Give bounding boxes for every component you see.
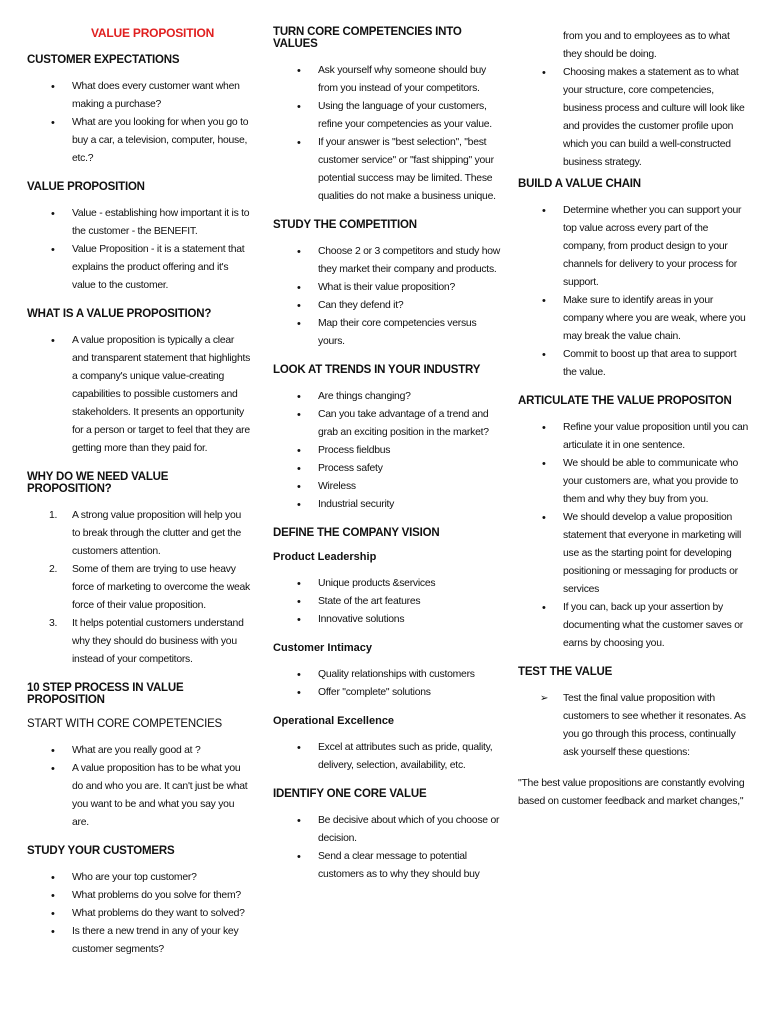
heading-value-proposition: VALUE PROPOSITION [27,181,145,193]
list-why-need [27,507,251,669]
heading-operational-excellence: Operational Excellence [273,715,395,727]
list-item: • Process safety [273,460,501,478]
list-item: • Are things changing? [273,388,501,406]
list-item: • Wireless [273,478,501,496]
list-item: • Commit to boost up that area to support the value. [518,346,750,382]
list-item: • Send a clear message to potential customers as to why they should buy [273,848,501,884]
list-item: • Industrial security [273,496,501,514]
heading-customer-expectations: CUSTOMER EXPECTATIONS [27,54,180,66]
heading-product-leadership: Product Leadership [273,551,377,563]
list-item: • We should develop a value proposition statement that everyone in marketing will use as the starting point for developing positioning or messaging for products or services [518,509,750,599]
list-item: • Using the language of your customers, refine your competencies as your value. [273,98,501,134]
heading-turn-core: TURN CORE COMPETENCIES INTO VALUES [273,26,462,50]
list-articulate [518,419,750,653]
list-item: • Map their core competencies versus yours. [273,315,501,351]
list-study-customers [27,869,251,959]
heading-core-value: IDENTIFY ONE CORE VALUE [273,788,427,800]
heading-test-value: TEST THE VALUE [518,666,613,678]
list-item: • Refine your value proposition until you can articulate it in one sentence. [518,419,750,455]
document-title: VALUE PROPOSITION [91,26,215,40]
list-item: • Can you take advantage of a trend and grab an exciting position in the market? [273,406,501,442]
list-item: • Is there a new trend in any of your key customer segments? [27,923,251,959]
list-item: • What does every customer want when making a purchase? [27,78,251,114]
list-item: • A value proposition is typically a clear and transparent statement that highlights a company's unique value-creating capabilities to possible customers and stakeholders. It presents an opportunity for a person or target to feel that they are getting more than they paid for. [27,332,251,458]
list-item: • Choosing makes a statement as to what your structure, core competencies, business process and culture will look like and provides the customer profile upon which you can build a well-constructed business strategy. [518,64,750,172]
list-item: • Make sure to identify areas in your company where you are weak, where you may break the value chain. [518,292,750,346]
heading-value-chain: BUILD A VALUE CHAIN [518,178,641,190]
list-item: • Offer "complete" solutions [273,684,501,702]
heading-study-competition: STUDY THE COMPETITION [273,219,417,231]
list-item: • Can they defend it? [273,297,501,315]
list-core-value [273,812,501,884]
heading-study-customers: STUDY YOUR CUSTOMERS [27,845,175,857]
list-core-competencies [27,742,251,832]
list-item: • Ask yourself why someone should buy from you instead of your competitors. [273,62,501,98]
list-item: • We should be able to communicate who your customers are, what you provide to them and why they buy from you. [518,455,750,509]
column-1 [27,26,251,972]
list-item: • If you can, back up your assertion by documenting what the customer saves or earns by choosing you. [518,599,750,653]
list-item: • What problems do they want to solved? [27,905,251,923]
list-turn-core [273,62,501,206]
heading-company-vision: DEFINE THE COMPANY VISION [273,527,440,539]
list-item: • A value proposition has to be what you do and who you are. It can't just be what you want to be and what you say you are. [27,760,251,832]
column-2 [273,26,501,897]
heading-trends: LOOK AT TRENDS IN YOUR INDUSTRY [273,364,481,376]
list-item: • Excel at attributes such as pride, quality, delivery, selection, availability, etc. [273,739,501,775]
list-value-proposition [27,205,251,295]
list-item: • What is their value proposition? [273,279,501,297]
list-trends [273,388,501,514]
heading-customer-intimacy: Customer Intimacy [273,642,373,654]
list-item: • Process fieldbus [273,442,501,460]
list-item: • Choose 2 or 3 competitors and study how they market their company and products. [273,243,501,279]
heading-articulate: ARTICULATE THE VALUE PROPOSITON [518,395,732,407]
heading-ten-step: 10 STEP PROCESS IN VALUE PROPOSITION [27,682,184,706]
heading-what-is: WHAT IS A VALUE PROPOSITION? [27,308,212,320]
list-item: • State of the art features [273,593,501,611]
list-item: • Unique products &services [273,575,501,593]
list-item: • Determine whether you can support your top value across every part of the company, from product design to your channels for delivery to your process for support. [518,202,750,292]
list-product-leadership [273,575,501,629]
list-what-is [27,332,251,458]
list-core-value-continued [518,28,750,172]
list-item: • Value Proposition - it is a statement that explains the product offering and it's value to the customer. [27,241,251,295]
list-item-continued: from you and to employees as to what they should be doing. [563,31,730,60]
list-customer-expectations [27,78,251,168]
list-item: ➢ Test the final value proposition with customers to see whether it resonates. As you go through this process, continually ask yourself these questions: [518,690,750,762]
list-item: Some of them are trying to use heavy force of marketing to overcome the weak force of their value proposition. [72,564,250,611]
list-item: • Value - establishing how important it is to the customer - the BENEFIT. [27,205,251,241]
column-3 [518,28,750,811]
list-operational-excellence [273,739,501,775]
list-value-chain [518,202,750,382]
list-test-value [518,690,750,762]
list-item: • Quality relationships with customers [273,666,501,684]
list-study-competition [273,243,501,351]
list-item: • Who are your top customer? [27,869,251,887]
list-customer-intimacy [273,666,501,702]
list-item: A strong value proposition will help you to break through the clutter and get the customers attention. [72,510,242,557]
list-item: • What are you really good at ? [27,742,251,760]
list-item: • What are you looking for when you go to buy a car, a television, computer, house, etc.? [27,114,251,168]
list-item: It helps potential customers understand why they should do business with you instead of your competitors. [72,618,244,665]
list-item: • If your answer is "best selection", "best customer service" or "fast shipping" your potential success may be limited. These qualities do not make a business unique. [273,134,501,206]
list-item: • Be decisive about which of you choose or decision. [273,812,501,848]
list-item: • Innovative solutions [273,611,501,629]
heading-core-competencies: START WITH CORE COMPETENCIES [27,718,223,730]
closing-quote: "The best value propositions are constantly evolving based on customer feedback and market changes," [518,778,745,807]
heading-why-need: WHY DO WE NEED VALUE PROPOSITION? [27,471,169,495]
list-item: • What problems do you solve for them? [27,887,251,905]
